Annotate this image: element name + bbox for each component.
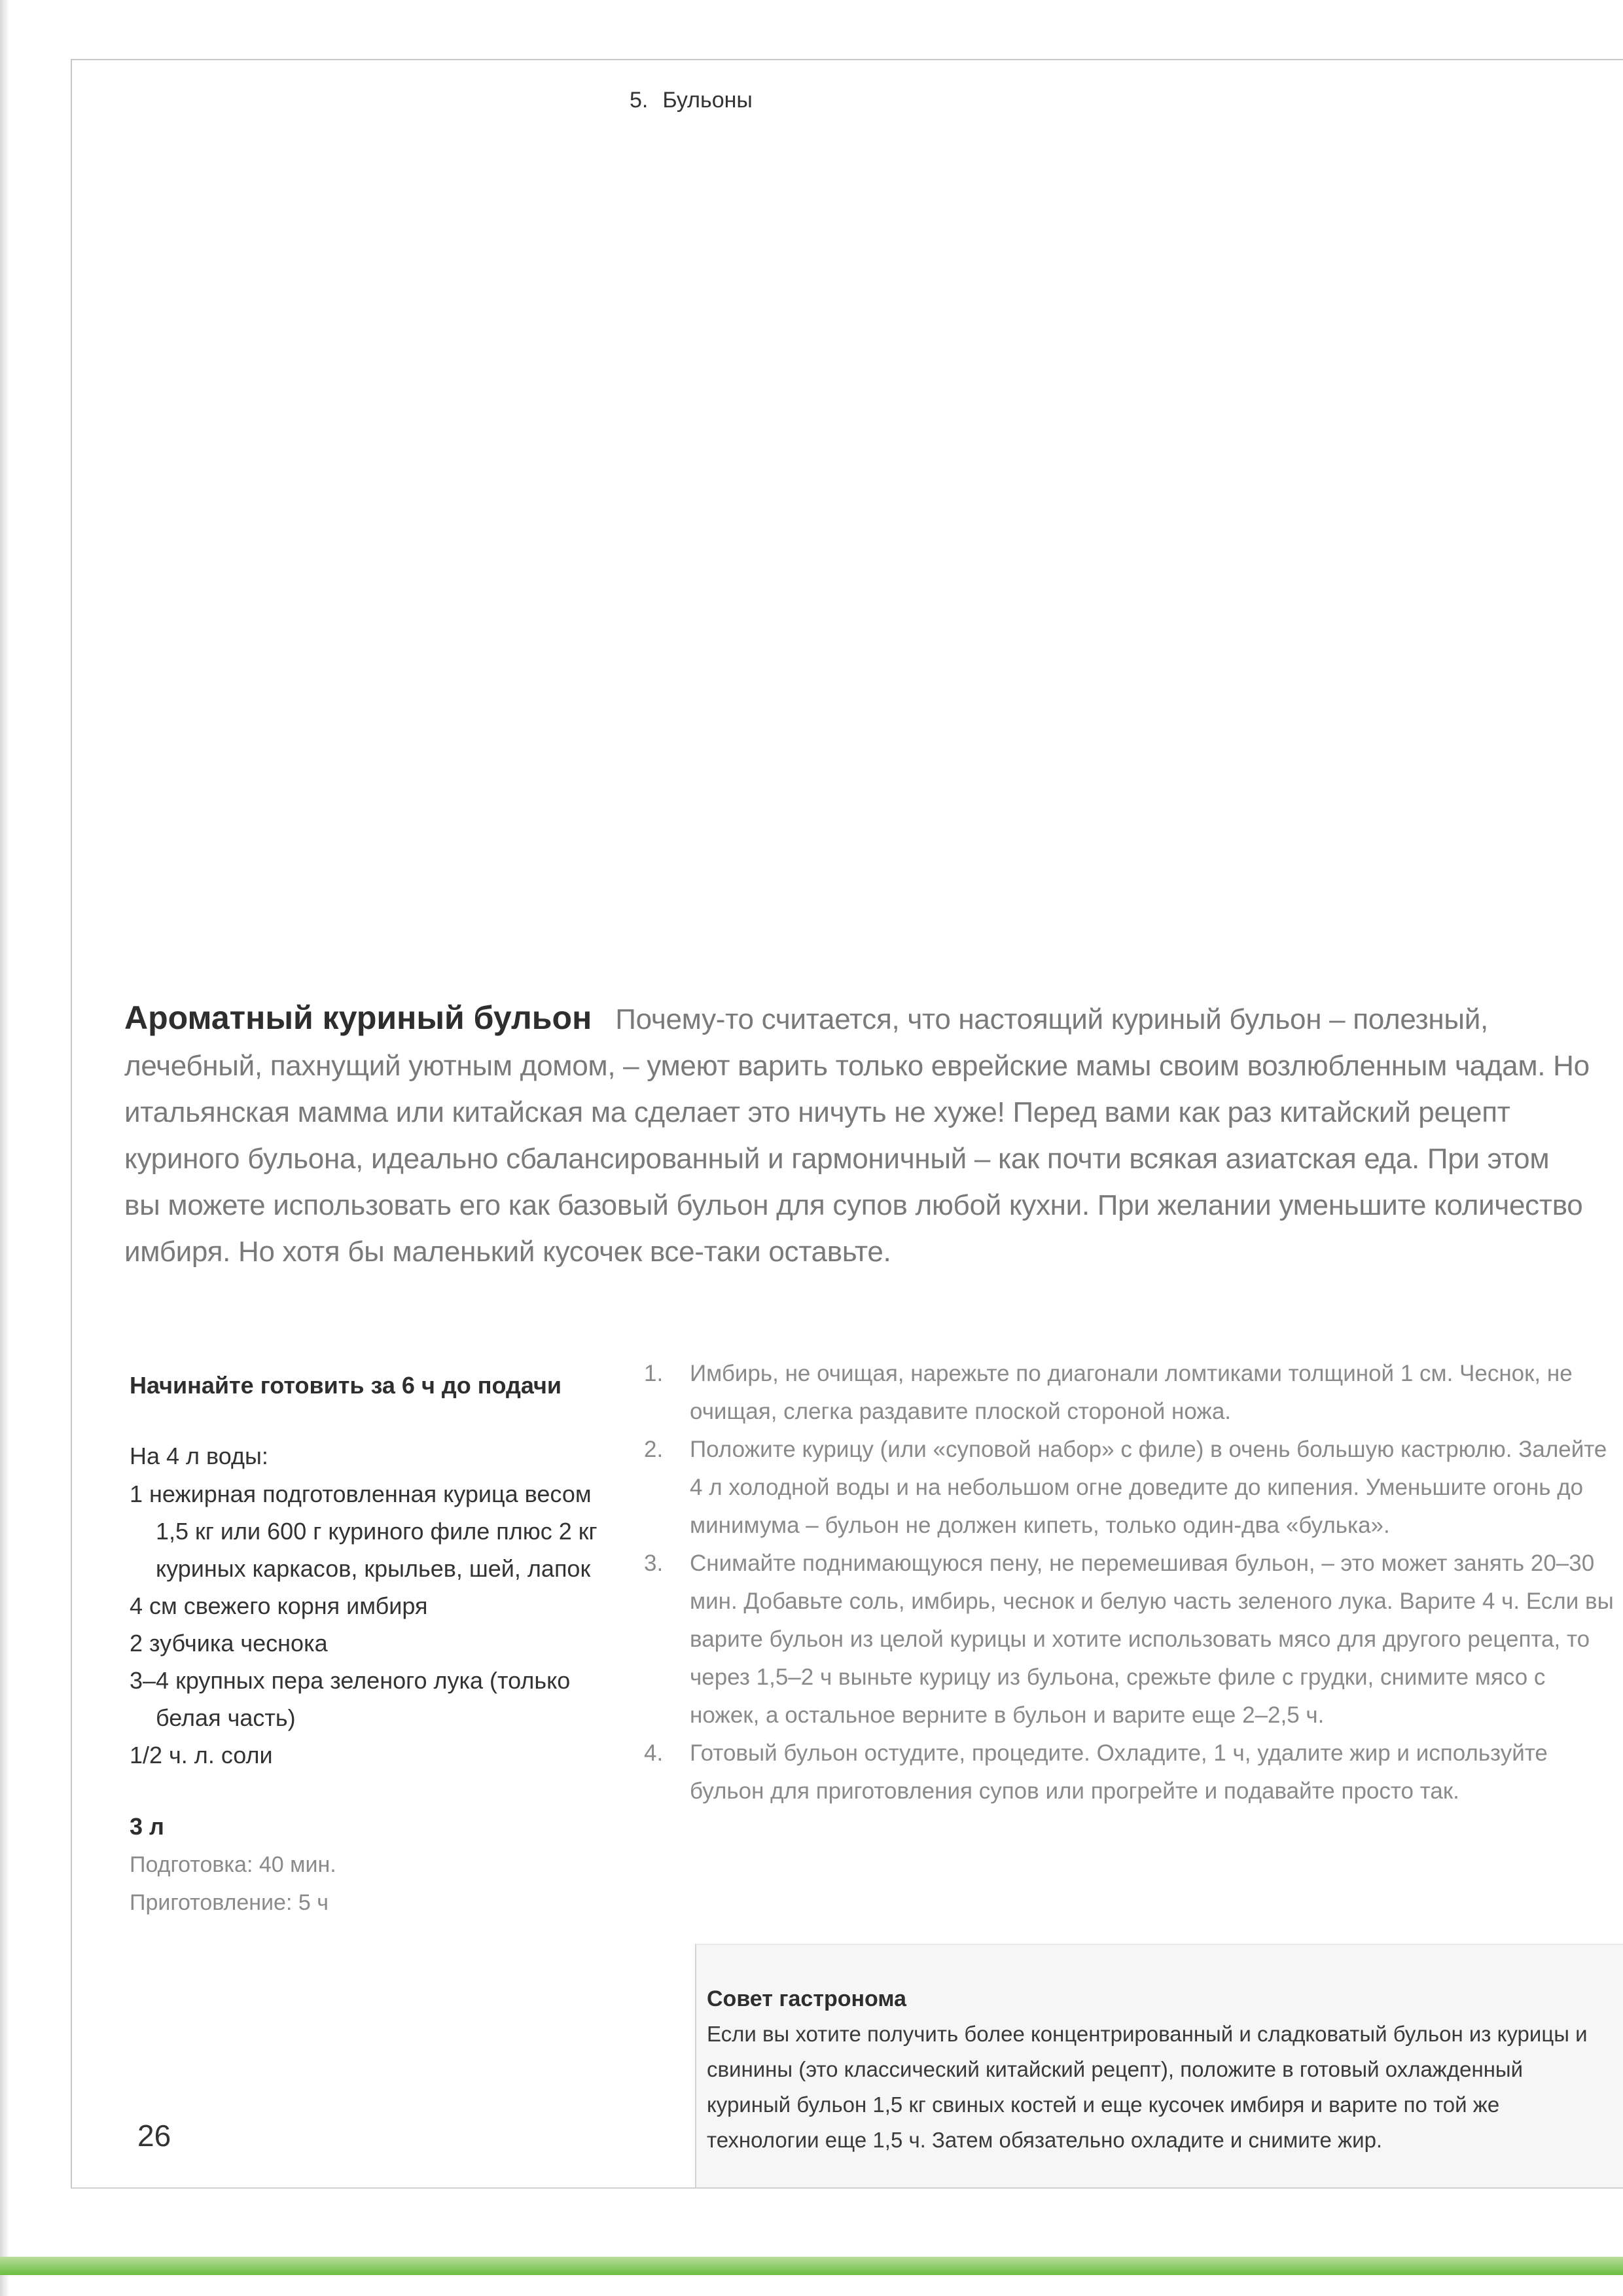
prep-time: Подготовка: 40 мин. — [130, 1852, 336, 1877]
chapter-number: 5. — [630, 88, 649, 113]
step-number: 4. — [644, 1740, 664, 1766]
recipe-steps — [644, 1355, 1619, 1810]
scan-edge-strip — [0, 2257, 1623, 2275]
recipe-title: Ароматный куриный бульон — [124, 999, 592, 1036]
step-item — [644, 1734, 1619, 1810]
step-number: 2. — [644, 1437, 664, 1462]
cook-time: Приготовление: 5 ч — [130, 1890, 329, 1915]
chapter-header — [630, 88, 753, 113]
ingredient-item: 4 см свежего корня имбиря — [130, 1592, 428, 1619]
step-item — [644, 1355, 1619, 1431]
ingredient-item: 1/2 ч. л. соли — [130, 1742, 273, 1768]
page-gutter-shadow — [0, 0, 9, 2296]
chef-tip-box — [695, 1944, 1623, 2187]
ingredient-item: 3–4 крупных пера зеленого лука (только белая часть) — [130, 1667, 571, 1731]
step-item — [644, 1545, 1619, 1734]
tip-title: Совет гастронома — [707, 1986, 906, 2011]
step-text: Имбирь, не очищая, нарежьте по диагонали ломтиками толщиной 1 см. Чеснок, не очищая, слегка раздавите плоской стороной ножа. — [690, 1361, 1573, 1424]
tip-text: Если вы хотите получить более концентрированный и сладковатый бульон из курицы и свинины (это классический китайский рецепт), положите в готовый охлажденный куриный бульон 1,5 кг свиных костей и еще кусочек имбиря и варите по той же технологии еще 1,5 ч. Затем обязательно охладите и снимите жир. — [707, 2022, 1588, 2152]
recipe-intro-block — [124, 995, 1590, 1275]
ingredient-item: 2 зубчика чеснока — [130, 1630, 328, 1657]
recipe-intro-text: Почему-то считается, что настоящий куриный бульон – полезный, лечебный, пахнущий уютным домом, – умеют варить только еврейские мамы своим возлюбленным чадам. Но итальянская мамма или китайская ма сделает это ничуть не хуже! Перед вами как раз китайский рецепт куриного бульона, идеально сбалансированный и гармоничный – как почти всякая азиатская еда. При этом вы можете использовать его как базовый бульон для супов любой кухни. При желании уменьшите количество имбиря. Но хотя бы маленький кусочек все-таки оставьте. — [124, 1003, 1590, 1268]
page-number: 26 — [137, 2119, 171, 2153]
step-number: 1. — [644, 1361, 664, 1386]
step-text: Снимайте поднимающуюся пену, не перемешивая бульон, – это может занять 20–30 мин. Добавьте соль, имбирь, чеснок и белую часть зеленого лука. Варите 4 ч. Если вы варите бульон из целой курицы и хотите использовать мясо для другого рецепта, то через 1,5–2 ч выньте курицу из бульона, срежьте филе с грудки, снимите мясо с ножек, а остальное верните в бульон и варите еще 2–2,5 ч. — [690, 1551, 1614, 1728]
step-item — [644, 1431, 1619, 1545]
ingredients-column — [130, 1365, 627, 1922]
water-amount: На 4 л воды: — [130, 1443, 268, 1469]
chapter-title: Бульоны — [662, 88, 753, 113]
step-number: 3. — [644, 1551, 664, 1576]
ingredient-list — [130, 1475, 627, 1774]
recipe-yield: 3 л — [130, 1813, 164, 1840]
ingredient-item: 1 нежирная подготовленная курица весом 1,5 кг или 600 г куриного филе плюс 2 кг куриных каркасов, крыльев, шей, лапок — [130, 1480, 597, 1582]
start-time-note: Начинайте готовить за 6 ч до подачи — [130, 1372, 562, 1399]
step-text: Готовый бульон остудите, процедите. Охладите, 1 ч, удалите жир и используйте бульон для приготовления супов или прогрейте и подавайте просто так. — [690, 1740, 1548, 1804]
step-text: Положите курицу (или «суповой набор» с филе) в очень большую кастрюлю. Залейте 4 л холодной воды и на небольшом огне доведите до кипения. Уменьшите огонь до минимума – бульон не должен кипеть, только один-два «булька». — [690, 1437, 1607, 1538]
